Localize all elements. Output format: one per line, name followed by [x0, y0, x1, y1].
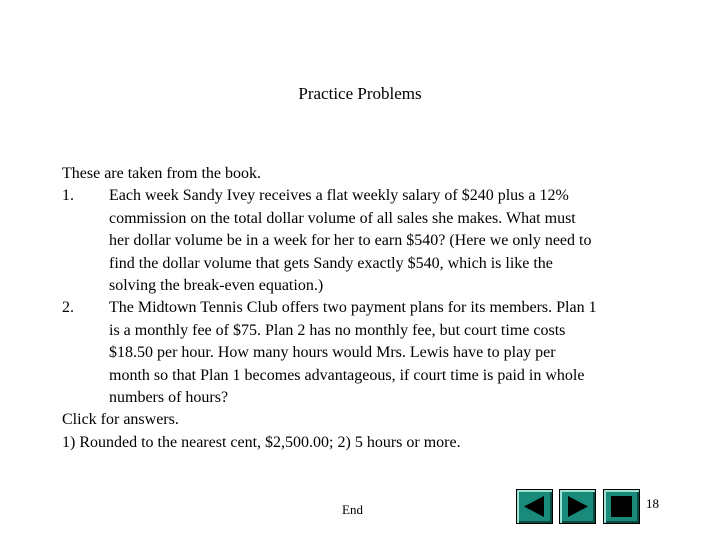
forward-button[interactable]	[559, 489, 596, 524]
text-line: numbers of hours?	[109, 389, 229, 407]
page-number: 18	[646, 496, 659, 511]
intro-text: These are taken from the book.	[62, 165, 262, 182]
text-line: find the dollar volume that gets Sandy exactly $540, which is like the	[109, 254, 553, 272]
text-line: month so that Plan 1 becomes advantageous, if court time is paid in whole	[109, 366, 585, 384]
text-line: Each week Sandy Ivey receives a flat weekly salary of $240 plus a 12%	[109, 187, 569, 205]
slide-body	[62, 163, 662, 454]
back-icon	[521, 494, 548, 519]
text-line: is a monthly fee of $75. Plan 2 has no monthly fee, but court time costs	[109, 321, 566, 339]
text-line: The Midtown Tennis Club offers two payment plans for its members. Plan 1	[109, 299, 597, 317]
problem-2	[62, 297, 662, 409]
answers-prompt[interactable]: Click for answers.	[62, 411, 179, 429]
problem-text	[109, 297, 657, 409]
back-button[interactable]	[516, 489, 553, 524]
text-line: commission on the total dollar volume of all sales she makes. What must	[109, 209, 576, 227]
forward-icon	[564, 494, 591, 519]
problem-number: 2.	[62, 299, 74, 317]
end-button[interactable]	[603, 489, 640, 524]
problem-1	[62, 185, 662, 297]
text-line: her dollar volume be in a week for her to earn $540? (Here we only need to	[109, 232, 592, 250]
end-icon	[608, 494, 635, 519]
problem-text	[109, 185, 657, 297]
answers-text: 1) Rounded to the nearest cent, $2,500.00; 2) 5 hours or more.	[62, 433, 461, 451]
problem-number: 1.	[62, 187, 74, 205]
end-label: End	[342, 502, 363, 517]
page-title: Practice Problems	[298, 84, 422, 103]
text-line: $18.50 per hour. How many hours would Mrs. Lewis have to play per	[109, 344, 556, 362]
text-line: solving the break-even equation.)	[109, 277, 324, 295]
